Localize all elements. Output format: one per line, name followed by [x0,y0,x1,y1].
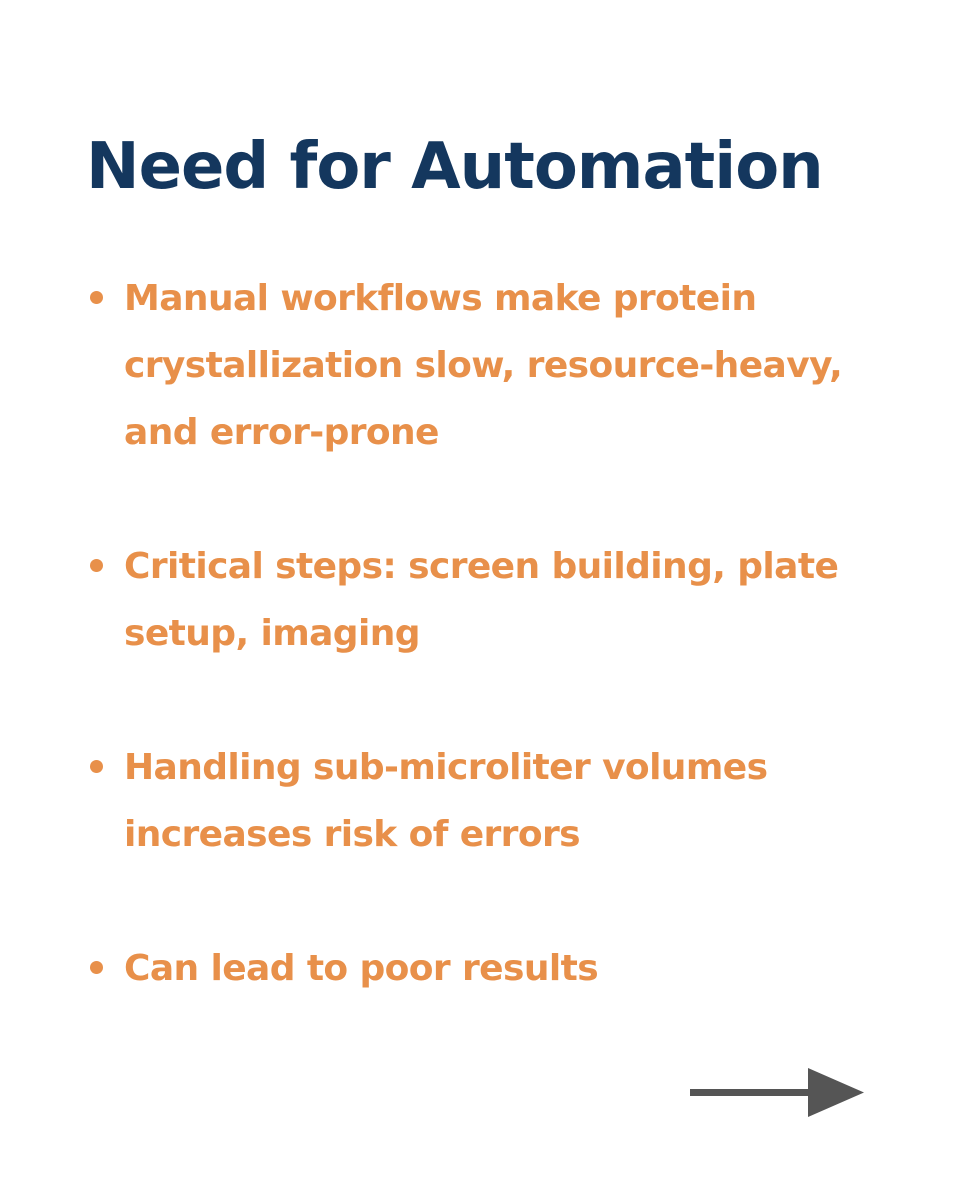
bullet-list [86,265,886,1069]
bullet-item [86,935,886,1002]
page-title: Need for Automation [86,130,823,204]
bullet-dot-icon [90,291,103,304]
bullet-text: Critical steps: screen building, plate setup, imaging [124,546,839,654]
bullet-item [86,265,886,466]
bullet-item [86,533,886,667]
bullet-text: Can lead to poor results [124,948,599,989]
right-arrow-icon[interactable] [688,1066,868,1120]
bullet-dot-icon [90,559,103,572]
arrow-head [808,1068,864,1117]
arrow-shaft [690,1089,822,1096]
bullet-item [86,734,886,868]
bullet-dot-icon [90,961,103,974]
bullet-dot-icon [90,760,103,773]
bullet-text: Handling sub-microliter volumes increases risk of errors [124,747,768,855]
bullet-text: Manual workflows make protein crystallization slow, resource-heavy, and error-prone [124,278,843,453]
